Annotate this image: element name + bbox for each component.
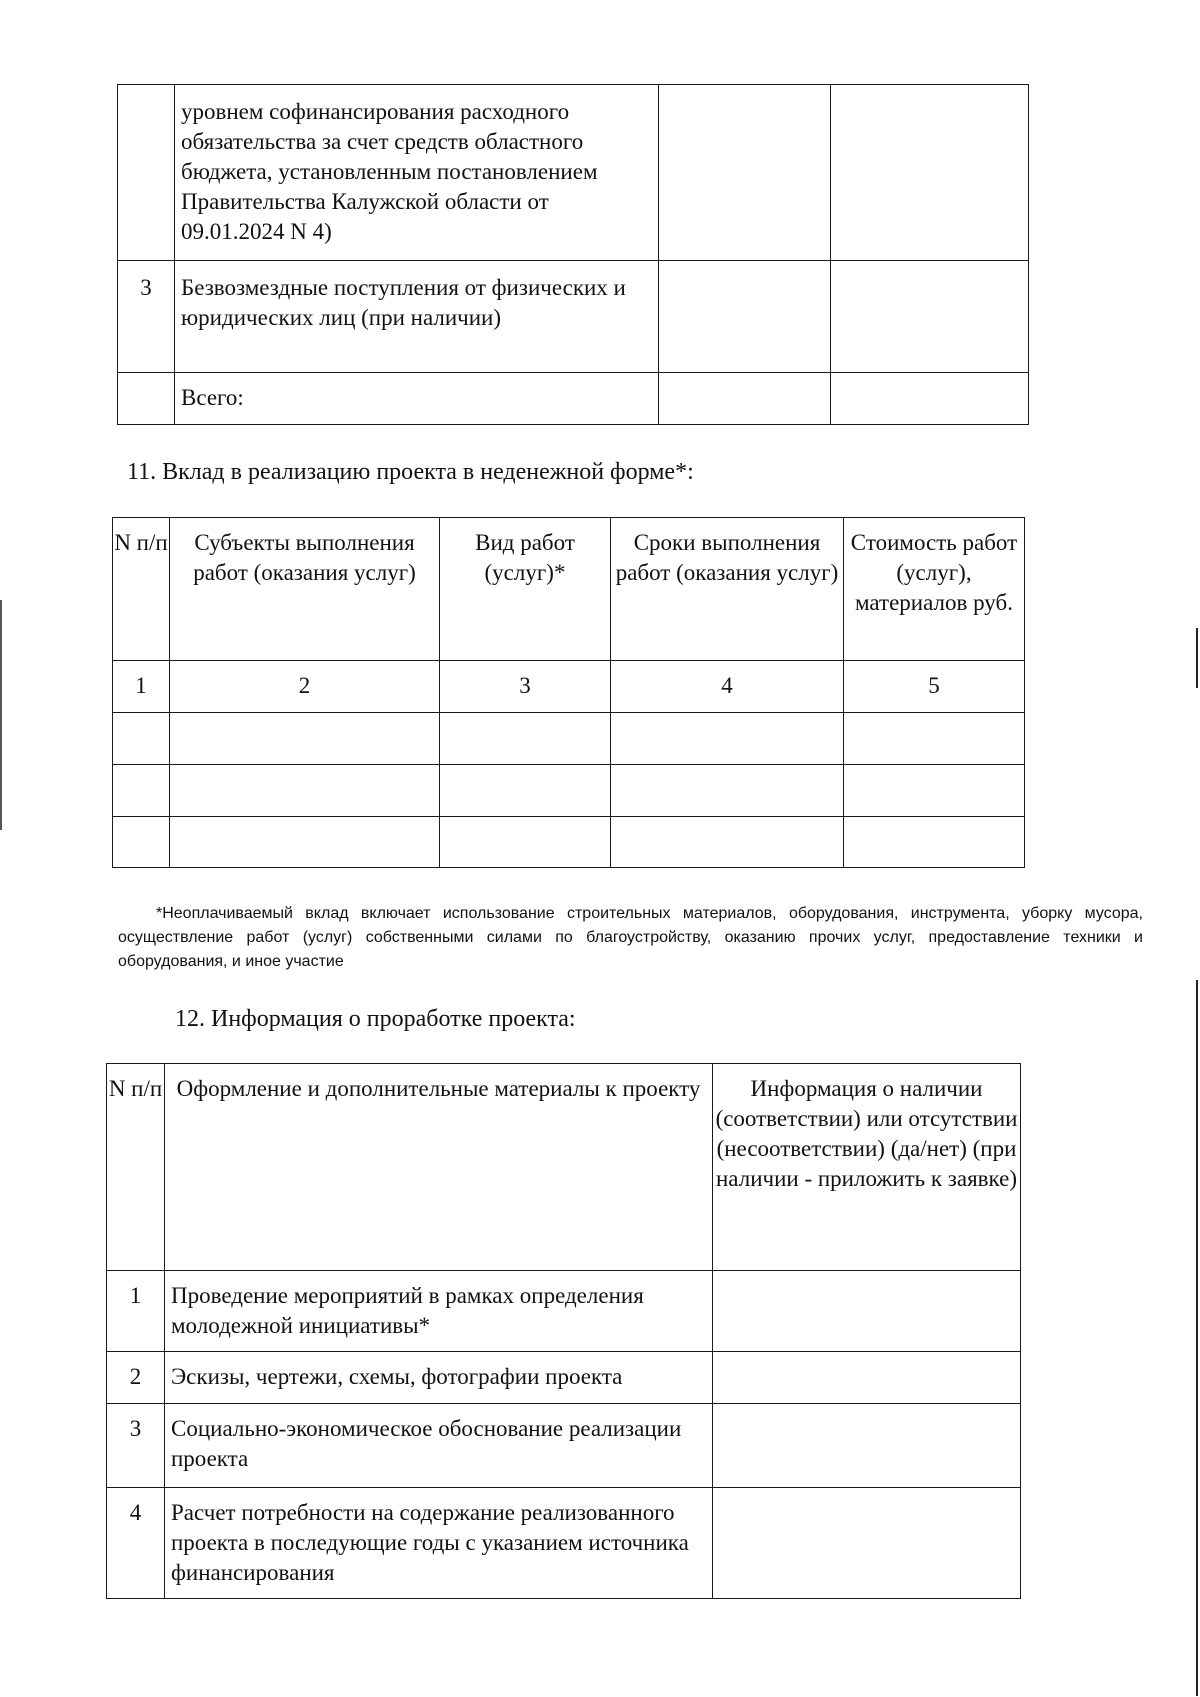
- col-header-subjects: Субъекты выполнения работ (оказания услуг): [170, 518, 440, 661]
- col-number: 5: [844, 661, 1025, 713]
- header-row: [113, 518, 1025, 661]
- share-cell[interactable]: [831, 261, 1029, 373]
- col-header-work-type: Вид работ (услуг)*: [440, 518, 611, 661]
- row-text: Безвозмездные поступления от физических и юридических лиц (при наличии): [175, 261, 659, 373]
- table-row: [118, 85, 1029, 261]
- row-number: 1: [107, 1271, 165, 1352]
- empty-cell[interactable]: [844, 765, 1025, 817]
- row-number: [118, 85, 175, 261]
- scan-edge-line: [1196, 980, 1198, 1696]
- col-number: 1: [113, 661, 170, 713]
- row-text: Расчет потребности на содержание реализованного проекта в последующие годы с указанием источника финансирования: [165, 1488, 713, 1599]
- availability-cell[interactable]: [713, 1404, 1021, 1488]
- col-number: 3: [440, 661, 611, 713]
- empty-cell[interactable]: [113, 713, 170, 765]
- empty-cell[interactable]: [611, 713, 844, 765]
- row-text: уровнем софинансирования расходного обязательства за счет средств областного бюджета, установленным постановлением Правительства Калужской области от 09.01.2024 N 4): [175, 85, 659, 261]
- section-11-heading: 11. Вклад в реализацию проекта в неденежной форме*:: [127, 459, 694, 485]
- row-text: Эскизы, чертежи, схемы, фотографии проекта: [165, 1352, 713, 1404]
- empty-cell[interactable]: [440, 817, 611, 868]
- empty-cell[interactable]: [611, 817, 844, 868]
- empty-cell[interactable]: [440, 713, 611, 765]
- row-number: 2: [107, 1352, 165, 1404]
- non-monetary-contribution-table: [112, 517, 1025, 868]
- table-row: [118, 261, 1029, 373]
- scan-edge-line: [0, 600, 2, 830]
- empty-cell[interactable]: [170, 765, 440, 817]
- col-header-availability: Информация о наличии (соответствии) или отсутствии (несоответствии) (да/нет) (при наличии - приложить к заявке): [713, 1064, 1021, 1271]
- empty-cell[interactable]: [170, 713, 440, 765]
- table-row: [107, 1404, 1021, 1488]
- col-number: 2: [170, 661, 440, 713]
- col-header-cost: Стоимость работ (услуг), материалов руб.: [844, 518, 1025, 661]
- share-cell[interactable]: [831, 373, 1029, 425]
- empty-cell[interactable]: [844, 713, 1025, 765]
- section-12-heading: 12. Информация о проработке проекта:: [175, 1006, 576, 1032]
- numbering-row: [113, 661, 1025, 713]
- amount-cell[interactable]: [659, 85, 831, 261]
- empty-cell[interactable]: [844, 817, 1025, 868]
- row-number: [118, 373, 175, 425]
- funding-sources-table: [117, 84, 1029, 425]
- col-header-number: N п/п: [107, 1064, 165, 1271]
- col-number: 4: [611, 661, 844, 713]
- empty-cell[interactable]: [113, 765, 170, 817]
- empty-row: [113, 713, 1025, 765]
- col-header-deadlines: Сроки выполнения работ (оказания услуг): [611, 518, 844, 661]
- col-header-number: N п/п: [113, 518, 170, 661]
- header-row: [107, 1064, 1021, 1271]
- amount-cell[interactable]: [659, 373, 831, 425]
- empty-cell[interactable]: [170, 817, 440, 868]
- row-number: 3: [107, 1404, 165, 1488]
- row-number: 3: [118, 261, 175, 373]
- amount-cell[interactable]: [659, 261, 831, 373]
- availability-cell[interactable]: [713, 1488, 1021, 1599]
- project-elaboration-table: [106, 1063, 1021, 1599]
- row-text: Социально-экономическое обоснование реализации проекта: [165, 1404, 713, 1488]
- col-header-materials: Оформление и дополнительные материалы к проекту: [165, 1064, 713, 1271]
- footnote: *Неоплачиваемый вклад включает использование строительных материалов, оборудования, инструмента, уборку мусора, осуществление работ (услуг) собственными силами по благоустройству, оказанию прочих услуг, предоставление техники и оборудования, и иное участие: [118, 905, 1143, 970]
- empty-cell[interactable]: [440, 765, 611, 817]
- total-label: Всего:: [175, 373, 659, 425]
- scan-edge-line: [1196, 628, 1198, 688]
- empty-row: [113, 765, 1025, 817]
- empty-cell[interactable]: [611, 765, 844, 817]
- availability-cell[interactable]: [713, 1271, 1021, 1352]
- table-row: [107, 1352, 1021, 1404]
- table-row: [118, 373, 1029, 425]
- share-cell[interactable]: [831, 85, 1029, 261]
- availability-cell[interactable]: [713, 1352, 1021, 1404]
- empty-cell[interactable]: [113, 817, 170, 868]
- table-row: [107, 1488, 1021, 1599]
- table-row: [107, 1271, 1021, 1352]
- row-text: Проведение мероприятий в рамках определения молодежной инициативы*: [165, 1271, 713, 1352]
- row-number: 4: [107, 1488, 165, 1599]
- empty-row: [113, 817, 1025, 868]
